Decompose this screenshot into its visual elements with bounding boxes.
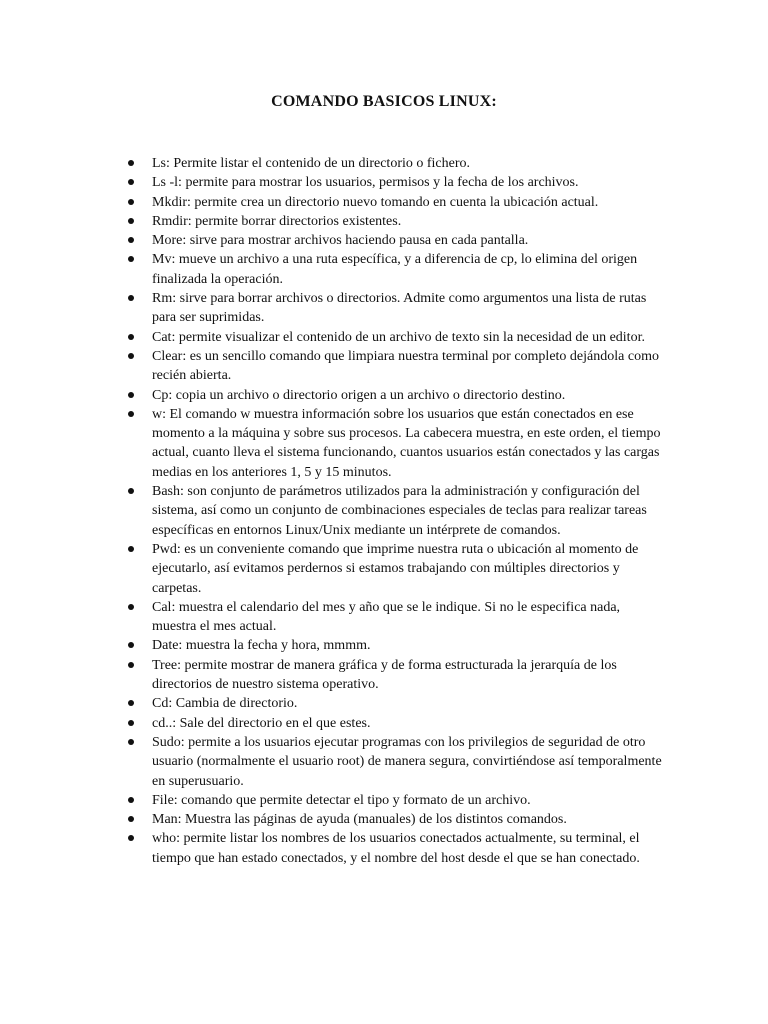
list-item bbox=[152, 212, 662, 231]
bullet-icon bbox=[128, 835, 134, 841]
list-item-text: Tree: permite mostrar de manera gráfica y de forma estructurada la jerarquía de los directorios de nuestro sistema operativo. bbox=[152, 657, 617, 693]
bullet-icon bbox=[128, 237, 134, 243]
bullet-icon bbox=[128, 642, 134, 648]
bullet-icon bbox=[128, 295, 134, 301]
list-item bbox=[152, 231, 662, 250]
bullet-icon bbox=[128, 353, 134, 359]
list-item bbox=[152, 714, 662, 733]
list-item bbox=[152, 694, 662, 713]
bullet-icon bbox=[128, 392, 134, 398]
list-item-text: Date: muestra la fecha y hora, mmmm. bbox=[152, 638, 371, 654]
bullet-icon bbox=[128, 256, 134, 262]
list-item bbox=[152, 154, 662, 173]
list-item bbox=[152, 598, 662, 637]
bullet-icon bbox=[128, 411, 134, 417]
list-item-text: Rmdir: permite borrar directorios existentes. bbox=[152, 213, 402, 229]
list-item-text: Ls -l: permite para mostrar los usuarios, permisos y la fecha de los archivos. bbox=[152, 175, 579, 191]
list-item-text: Cd: Cambia de directorio. bbox=[152, 696, 298, 712]
list-item-text: cd..: Sale del directorio en el que estes. bbox=[152, 715, 371, 731]
bullet-icon bbox=[128, 816, 134, 822]
document-title: COMANDO BASICOS LINUX: bbox=[271, 93, 497, 110]
list-item bbox=[152, 540, 662, 598]
list-item bbox=[152, 829, 662, 868]
list-item bbox=[152, 636, 662, 655]
bullet-icon bbox=[128, 488, 134, 494]
list-item bbox=[152, 386, 662, 405]
list-item-text: Rm: sirve para borrar archivos o directorios. Admite como argumentos una lista de rutas para ser suprimidas. bbox=[152, 291, 647, 326]
list-item bbox=[152, 733, 662, 791]
list-item-text: File: comando que permite detectar el tipo y formato de un archivo. bbox=[152, 792, 531, 808]
bullet-icon bbox=[128, 720, 134, 726]
list-item-text: Clear: es un sencillo comando que limpiara nuestra terminal por completo dejándola como recién abierta. bbox=[152, 348, 659, 384]
bullet-icon bbox=[128, 160, 134, 166]
bullet-icon bbox=[128, 739, 134, 745]
list-item-text: Mv: mueve un archivo a una ruta específica, y a diferencia de cp, lo elimina del origen finalizada la operación. bbox=[152, 252, 638, 287]
list-item-text: Pwd: es un conveniente comando que imprime nuestra ruta o ubicación al momento de ejecutarlo, así evitamos perdernos si estamos trabajando con múltiples directorios y carpetas. bbox=[152, 541, 639, 596]
bullet-icon bbox=[128, 662, 134, 668]
list-item bbox=[152, 656, 662, 695]
list-item bbox=[152, 289, 662, 328]
list-item bbox=[152, 347, 662, 386]
list-item-text: Cp: copia un archivo o directorio origen a un archivo o directorio destino. bbox=[152, 387, 566, 403]
bullet-icon bbox=[128, 546, 134, 552]
bullet-icon bbox=[128, 179, 134, 185]
list-item bbox=[152, 405, 662, 482]
list-item-text: Sudo: permite a los usuarios ejecutar programas con los privilegios de seguridad de otro usuario (normalmente el usuario root) de manera segura, convirtiéndose así temporalmente en superusuario. bbox=[152, 734, 662, 789]
list-item-text: w: El comando w muestra información sobre los usuarios que están conectados en ese momento a la máquina y sobre sus procesos. La cabecera muestra, en este orden, el tiempo actual, cuanto lleva el sistema funcionando, cuantos usuarios están conectados y las cargas medias en los anteriores 1, 5 y 15 minutos. bbox=[152, 406, 661, 480]
list-item bbox=[152, 193, 662, 212]
list-item-text: Cal: muestra el calendario del mes y año que se le indique. Si no le especifica nada, muestra el mes actual. bbox=[152, 599, 621, 635]
list-item bbox=[152, 250, 662, 289]
list-item-text: Ls: Permite listar el contenido de un directorio o fichero. bbox=[152, 156, 471, 171]
bullet-icon bbox=[128, 334, 134, 340]
list-item-text: Cat: permite visualizar el contenido de un archivo de texto sin la necesidad de un editor. bbox=[152, 329, 645, 345]
list-item bbox=[152, 791, 662, 810]
list-item-text: Bash: son conjunto de parámetros utilizados para la administración y configuración del sistema, así como un conjunto de combinaciones especiales de teclas para realizar tareas específicas en entornos Linux/Unix mediante un intérprete de comandos. bbox=[152, 484, 647, 538]
list-item-text: who: permite listar los nombres de los usuarios conectados actualmente, su terminal, el tiempo que han estado conectados, y el nombre del host desde el que se han conectado. bbox=[152, 831, 640, 866]
bullet-icon bbox=[128, 604, 134, 610]
bullet-icon bbox=[128, 199, 134, 205]
command-list bbox=[152, 154, 662, 868]
list-item-text: Man: Muestra las páginas de ayuda (manuales) de los distintos comandos. bbox=[152, 812, 567, 828]
list-item-text: More: sirve para mostrar archivos haciendo pausa en cada pantalla. bbox=[152, 233, 529, 249]
bullet-icon bbox=[128, 218, 134, 224]
bullet-icon bbox=[128, 700, 134, 706]
list-item bbox=[152, 173, 662, 192]
list-item bbox=[152, 482, 662, 540]
list-item bbox=[152, 810, 662, 829]
bullet-icon bbox=[128, 797, 134, 803]
list-item-text: Mkdir: permite crea un directorio nuevo tomando en cuenta la ubicación actual. bbox=[152, 194, 599, 210]
list-item bbox=[152, 328, 662, 347]
